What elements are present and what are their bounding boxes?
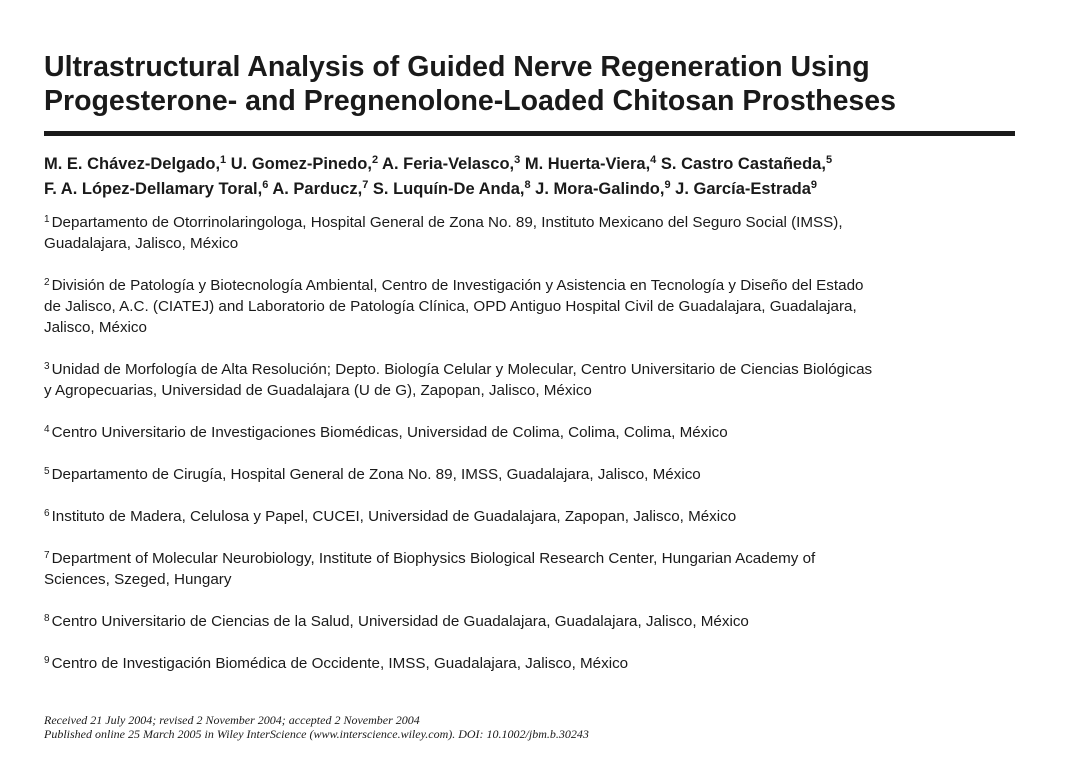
author: J. García-Estrada [675, 180, 811, 198]
affiliation-number: 4 [44, 424, 50, 435]
author: U. Gomez-Pinedo, [230, 155, 372, 173]
affiliation-3 [44, 359, 1019, 401]
article-header [44, 50, 1019, 695]
affiliation-text: Instituto de Madera, Celulosa y Papel, CUCEI, Universidad de Guadalajara, Zapopan, Jalisco, México [51, 508, 737, 525]
author: M. Huerta-Viera, [524, 155, 651, 173]
author-affil-ref: 1 [220, 154, 227, 166]
received-dates: Received 21 July 2004; revised 2 November 2004; accepted 2 November 2004 [44, 713, 420, 727]
title-line-2: Progesterone- and Pregnenolone-Loaded Chitosan Prostheses [44, 85, 896, 117]
publication-info: Published online 25 March 2005 in Wiley InterScience (www.interscience.wiley.com). DOI: 10.1002/jbm.b.30243 [44, 727, 589, 741]
author-line-1 [44, 152, 1019, 177]
affiliation-number: 8 [44, 613, 50, 624]
affiliation-text: Centro Universitario de Investigaciones Biomédicas, Universidad de Colima, Colima, Colima, México [51, 424, 728, 441]
affiliation-6 [44, 506, 1019, 527]
title-line-1: Ultrastructural Analysis of Guided Nerve Regeneration Using [44, 51, 870, 83]
affiliation-text: Unidad de Morfología de Alta Resolución; Depto. Biología Celular y Molecular, Centro Universitario de Ciencias Biológicas [51, 361, 873, 378]
author-line-2 [44, 177, 1019, 202]
affiliation-9 [44, 653, 1019, 674]
affiliation-number: 9 [44, 655, 50, 666]
article-title [44, 50, 1019, 118]
affiliation-8 [44, 611, 1019, 632]
author-affil-ref: 9 [664, 179, 671, 191]
author-list [44, 152, 1019, 202]
affiliation-text: Centro Universitario de Ciencias de la Salud, Universidad de Guadalajara, Guadalajara, Jalisco, México [51, 613, 749, 630]
author-affil-ref: 2 [371, 154, 379, 166]
affiliation-2 [44, 275, 1019, 338]
affiliation-number: 3 [44, 361, 50, 372]
author-affil-ref: 3 [514, 154, 521, 166]
affiliation-text: División de Patología y Biotecnología Ambiental, Centro de Investigación y Asistencia en Tecnología y Diseño del Estado [51, 277, 864, 294]
author: S. Luquín-De Anda, [372, 180, 525, 198]
author: F. A. López-Dellamary Toral, [44, 180, 263, 198]
affiliation-text: y Agropecuarias, Universidad de Guadalajara (U de G), Zapopan, Jalisco, México [44, 382, 592, 399]
author-affil-ref: 6 [262, 179, 269, 191]
affiliation-list [44, 212, 1019, 674]
affiliation-7 [44, 548, 1019, 590]
author: A. Parducz, [272, 180, 363, 198]
title-rule [44, 131, 1015, 136]
affiliation-text: Departamento de Cirugía, Hospital General de Zona No. 89, IMSS, Guadalajara, Jalisco, México [51, 466, 701, 483]
author: J. Mora-Galindo, [535, 180, 665, 198]
affiliation-number: 2 [44, 277, 50, 288]
author-affil-ref: 5 [825, 154, 833, 166]
author-affil-ref: 7 [362, 179, 369, 191]
affiliation-text: Guadalajara, Jalisco, México [44, 235, 239, 252]
affiliation-text: Department of Molecular Neurobiology, Institute of Biophysics Biological Research Center, Hungarian Academy of [51, 550, 816, 567]
affiliation-1 [44, 212, 1019, 254]
affiliation-number: 1 [44, 214, 50, 225]
affiliation-5 [44, 464, 1019, 485]
affiliation-text: de Jalisco, A.C. (CIATEJ) and Laboratorio de Patología Clínica, OPD Antiguo Hospital Civil de Guadalajara, Guadalajara, [44, 298, 857, 315]
affiliation-number: 7 [44, 550, 50, 561]
article-history [44, 713, 589, 741]
affiliation-number: 5 [44, 466, 50, 477]
affiliation-text: Jalisco, México [44, 319, 147, 336]
author: A. Feria-Velasco, [382, 155, 515, 173]
affiliation-text: Sciences, Szeged, Hungary [44, 571, 232, 588]
author: S. Castro Castañeda, [660, 155, 826, 173]
affiliation-number: 6 [44, 508, 50, 519]
affiliation-text: Departamento de Otorrinolaringologa, Hospital General de Zona No. 89, Instituto Mexicano del Seguro Social (IMSS), [51, 214, 843, 231]
affiliation-text: Centro de Investigación Biomédica de Occidente, IMSS, Guadalajara, Jalisco, México [51, 655, 629, 672]
author-affil-ref: 8 [524, 179, 531, 191]
author-affil-ref: 4 [650, 154, 657, 166]
author-affil-ref: 9 [810, 179, 818, 191]
author: M. E. Chávez-Delgado, [44, 155, 221, 173]
affiliation-4 [44, 422, 1019, 443]
